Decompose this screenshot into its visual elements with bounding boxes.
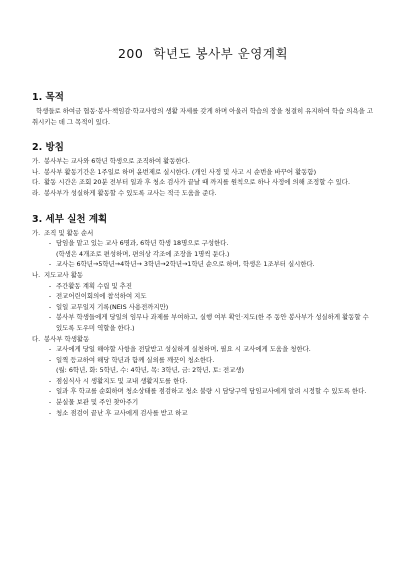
dash-bullet: - [48,313,52,322]
sub-item [32,386,374,397]
sub-item-text: 전교어린이회의에 참석하여 지도 [56,292,147,301]
sub-item-text: 교사에게 당일 해야할 사항을 전달받고 성실하게 실천하며, 필요 시 교사에게 도움을 청한다. [56,345,311,354]
document-title [32,44,374,62]
sub-item [32,312,374,333]
section-heading: 1. 목적 [32,92,64,103]
title-text: 학년도 봉사부 운영계획 [153,46,289,61]
sub-item [32,302,374,313]
section-purpose [32,89,374,127]
section-body: 학생들로 하여금 협동·봉사·책임감·학교사랑의 생활 자세를 갖게 하며 아울러 학습의 장을 청결히 유지하여 학습 의욕을 고취시키는 데 그 목적이 있다. [32,107,374,126]
sub-item-text: 담임을 맡고 있는 교사 6명과, 6학년 학생 18명으로 구성한다. [56,239,229,248]
dash-bullet: - [48,355,52,364]
list-item [32,177,374,188]
dash-bullet: - [48,387,52,396]
sub-item-text: 주간활동 계획 수립 및 추진 [56,281,133,290]
sub-item-text: 일과 후 학교를 순회하며 청소상태를 점검하고 청소 불량 시 담당구역 담임교사에게 알려 시정할 수 있도록 한다. [56,387,367,396]
item-label: 다. [32,178,41,187]
section-action-plan [32,211,374,419]
sub-item [32,344,374,355]
item-text: 봉사부가 성실하게 활동할 수 있도록 교사는 적극 도움을 준다. [44,188,217,197]
list-item [32,334,374,345]
list-item [32,156,374,167]
item-text: 조직 및 활동 순서 [44,228,94,237]
note-text: (월: 6학년, 화: 5학년, 수: 4학년, 목: 3학년, 금: 2학년, 토: 전교생) [56,366,245,375]
dash-bullet: - [48,260,52,269]
sub-item-text: 일일 교무일지 기록(NEIS 사용전까지만) [56,302,169,311]
item-text: 봉사부 활동기간은 1주일로 하며 윤번제로 실시한다. (개인 사정 및 사고 시 순번을 바꾸어 활동함) [44,167,317,176]
sub-item [32,376,374,387]
item-label: 나. [32,167,41,176]
item-label: 가. [32,157,41,166]
sub-item-text: 교사는 6학년→5학년→4학년→ 3학년→2학년→1학년 순으로 하며, 학생은 1조부터 실시한다. [56,260,315,269]
item-label: 나. [32,270,41,279]
item-text: 봉사부 학생활동 [44,334,90,343]
sub-item-text: 일찍 등교하여 해당 학년과 함께 실외를 깨끗이 청소한다. [56,355,215,364]
title-year: 200 [117,46,144,61]
sub-item [32,291,374,302]
sub-item-text: 청소 점검이 끝난 후 교사에게 검사를 받고 하교 [56,408,188,417]
sub-item-text: 점심식사 시 생활지도 및 교내 생활지도를 한다. [56,376,188,385]
dash-bullet: - [48,398,52,407]
item-text: 지도교사 활동 [44,270,84,279]
dash-bullet: - [48,376,52,385]
item-text: 활동 시간은 조회 20분 전부터 일과 후 청소 검사가 끝날 때 까지를 원칙으로 하나 사정에 의해 조정할 수 있다. [44,178,351,187]
sub-item-text: 봉사부 학생들에게 당일의 임무나 과제를 부여하고, 실행 여부 확인·지도(한 주 동안 봉사부가 성실하게 활동할 수 있도록 도우미 역할을 한다.) [56,313,369,332]
list-item [32,188,374,199]
sub-item [32,238,374,249]
section-heading: 2. 방침 [32,142,64,154]
list-item [32,228,374,239]
sub-item [32,408,374,419]
sub-item [32,355,374,366]
dash-bullet: - [48,281,52,290]
dash-bullet: - [48,345,52,354]
section-policy [32,139,374,198]
dash-bullet: - [48,408,52,417]
section-heading: 3. 세부 실천 계획 [32,213,108,225]
item-text: 봉사부는 교사와 6학년 학생으로 조직하여 활동한다. [44,157,190,166]
note-text: (학생은 4개조로 편성하며, 편의상 각조에 조장을 1명씩 둔다.) [56,249,230,258]
dash-bullet: - [48,302,52,311]
item-label: 라. [32,188,41,197]
list-item [32,167,374,178]
sub-item [32,397,374,408]
item-label: 가. [32,228,41,237]
item-label: 다. [32,334,41,343]
dash-bullet: - [48,239,52,248]
sub-item-text: 분실물 보관 및 주인 찾아주기 [56,398,139,407]
dash-bullet: - [48,292,52,301]
list-item [32,270,374,281]
sub-item [32,259,374,270]
sub-item [32,281,374,292]
